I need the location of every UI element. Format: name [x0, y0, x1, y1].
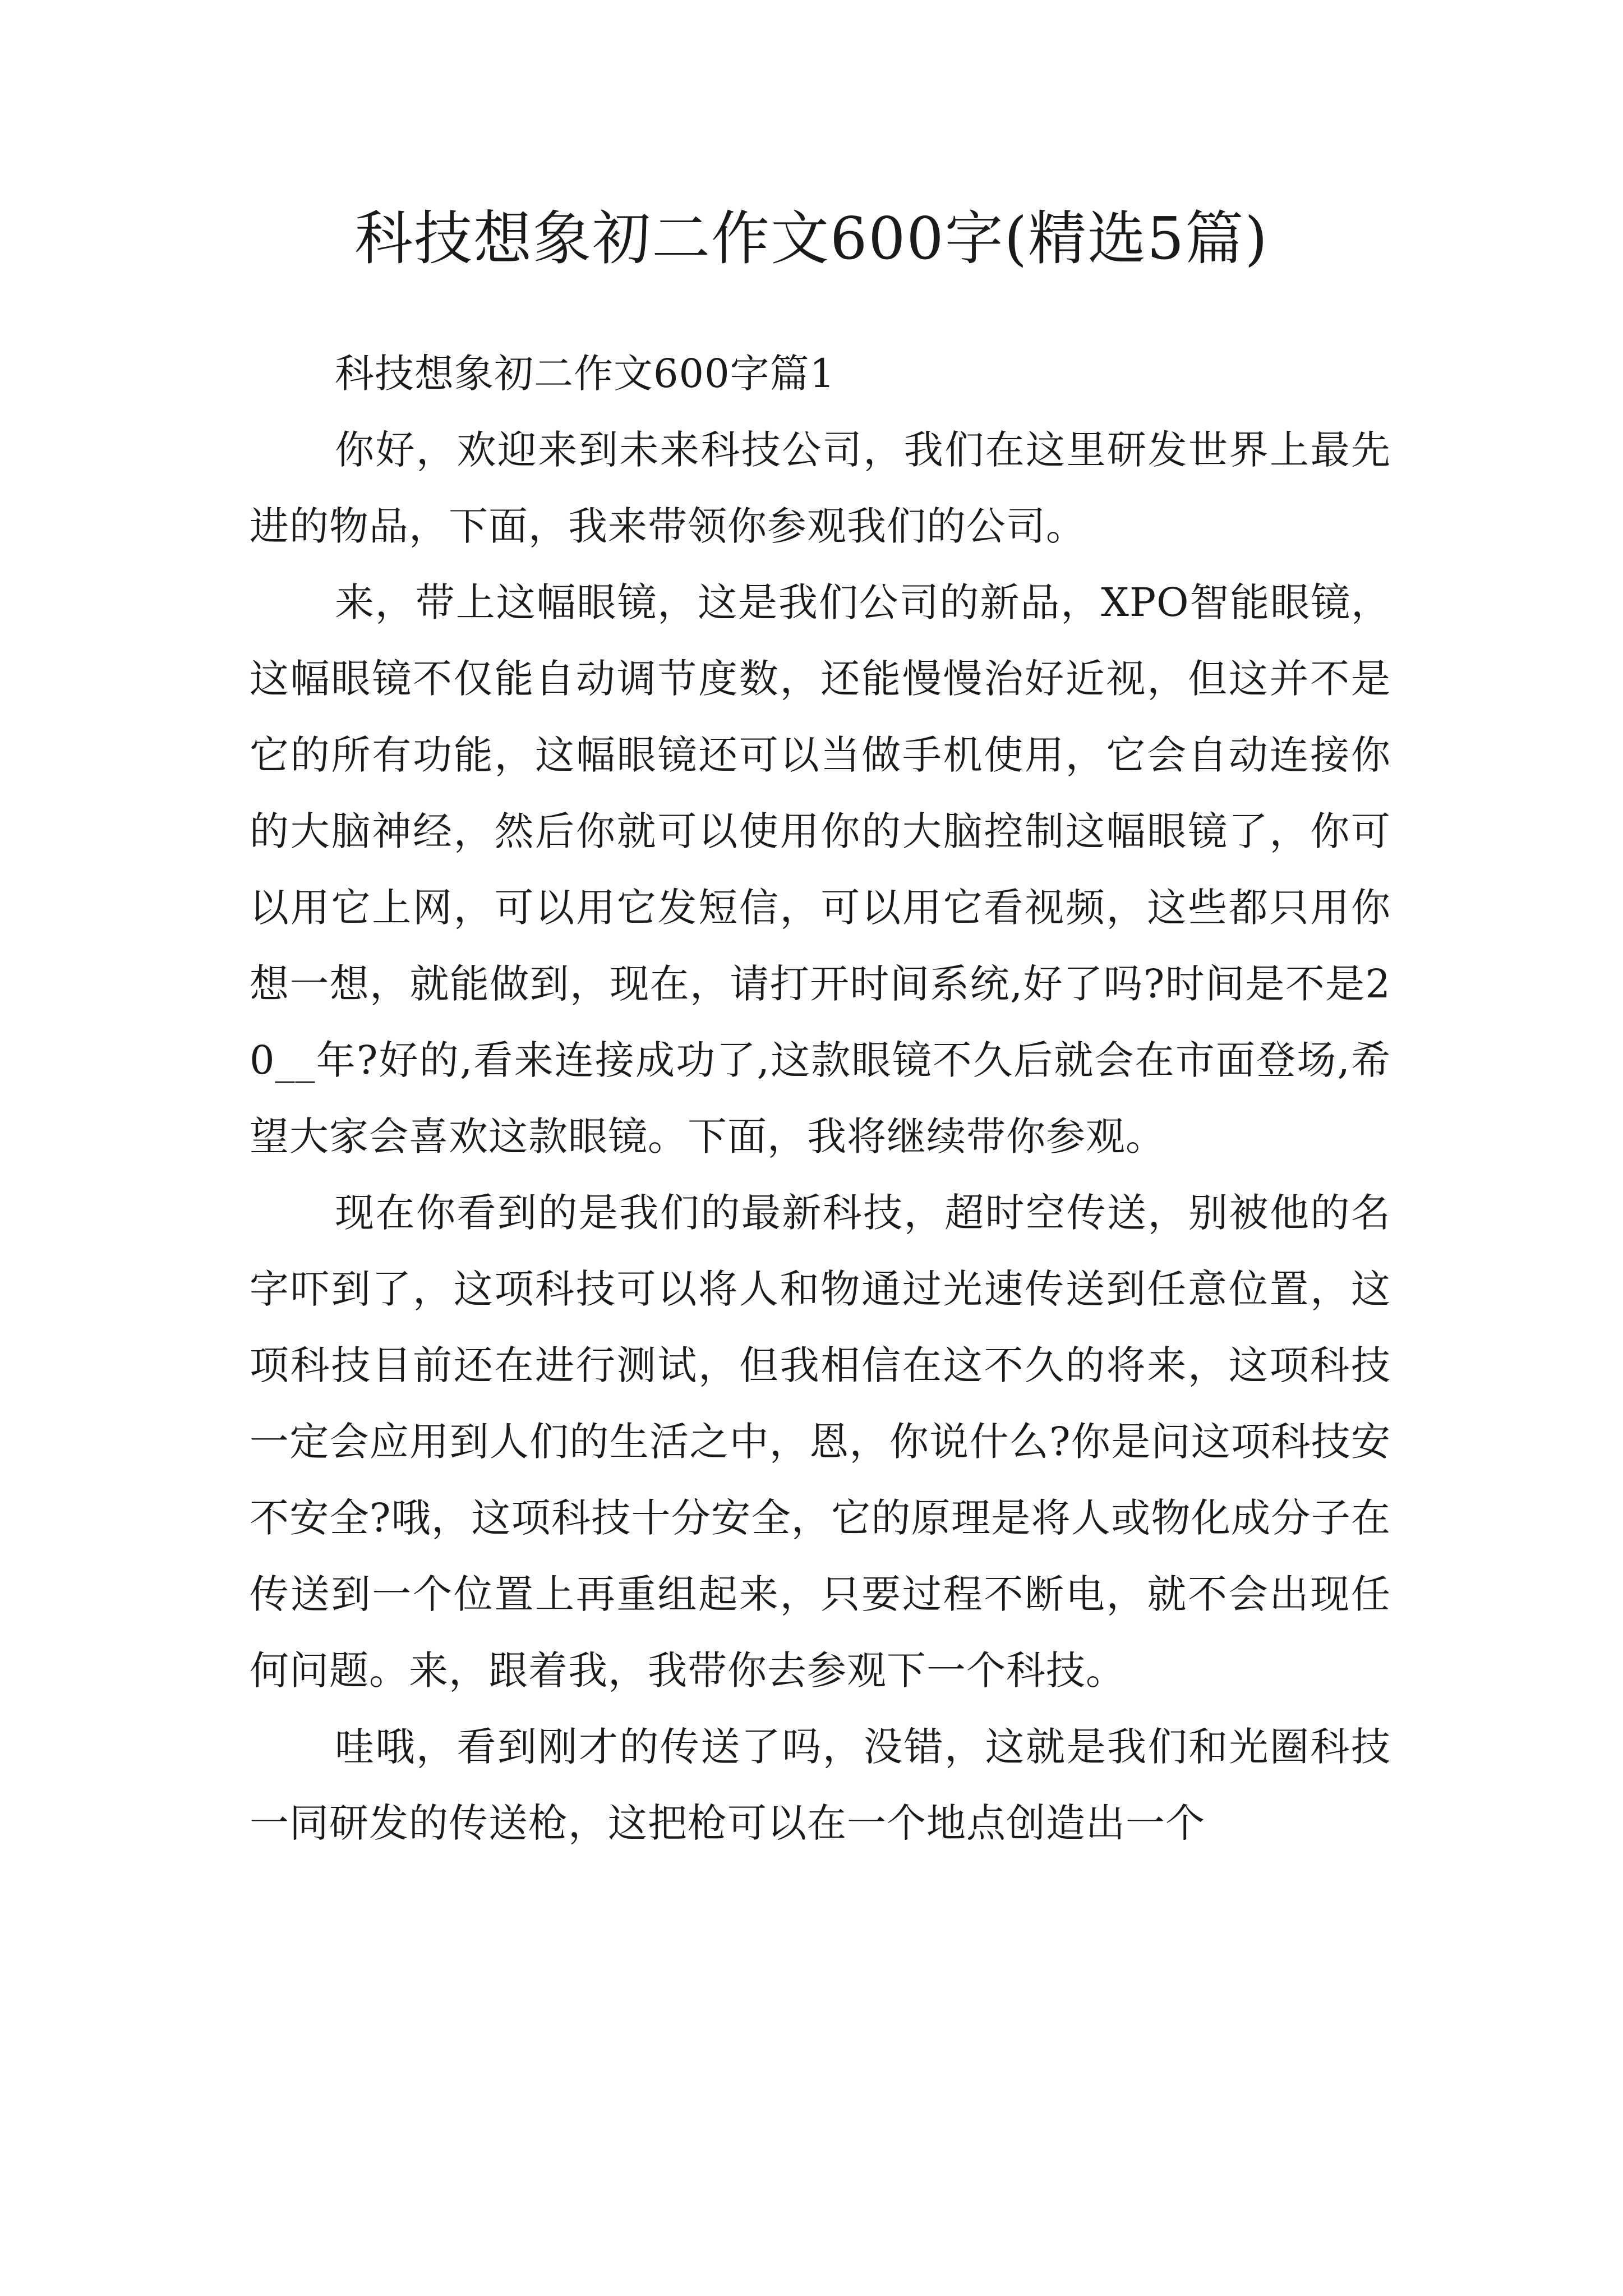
paragraph-4: 哇哦，看到刚才的传送了吗，没错，这就是我们和光圈科技一同研发的传送枪，这把枪可以在一个地点创造出一个: [250, 1724, 1391, 1846]
document-title: 科技想象初二作文600字(精选5篇): [354, 204, 1269, 273]
section-heading: 科技想象初二作文600字篇1: [335, 351, 836, 397]
paragraph-2: 来，带上这幅眼镜，这是我们公司的新品，XPO智能眼镜，这幅眼镜不仅能自动调节度数，还能慢慢治好近视，但这并不是它的所有功能，这幅眼镜还可以当做手机使用，它会自动连接你的大脑神经，然后你就可以使用你的大脑控制这幅眼镜了，你可以用它上网，可以用它发短信，可以用它看视频，这些都只用你想一想，就能做到，现在，请打开时间系统,好了吗?时间是不是20__年?好的,看来连接成功了,这款眼镜不久后就会在市面登场,希望大家会喜欢这款眼镜。下面，我将继续带你参观。: [250, 579, 1391, 1159]
document-body: [250, 335, 1391, 1861]
paragraph-3: 现在你看到的是我们的最新科技，超时空传送，别被他的名字吓到了，这项科技可以将人和物通过光速传送到任意位置，这项科技目前还在进行测试，但我相信在这不久的将来，这项科技一定会应用到人们的生活之中，恩，你说什么?你是问这项科技安不安全?哦，这项科技十分安全，它的原理是将人或物化成分子在传送到一个位置上再重组起来，只要过程不断电，就不会出现任何问题。来，跟着我，我带你去参观下一个科技。: [250, 1190, 1391, 1694]
paragraph-1: 你好，欢迎来到未来科技公司，我们在这里研发世界上最先进的物品，下面，我来带领你参观我们的公司。: [250, 427, 1391, 549]
